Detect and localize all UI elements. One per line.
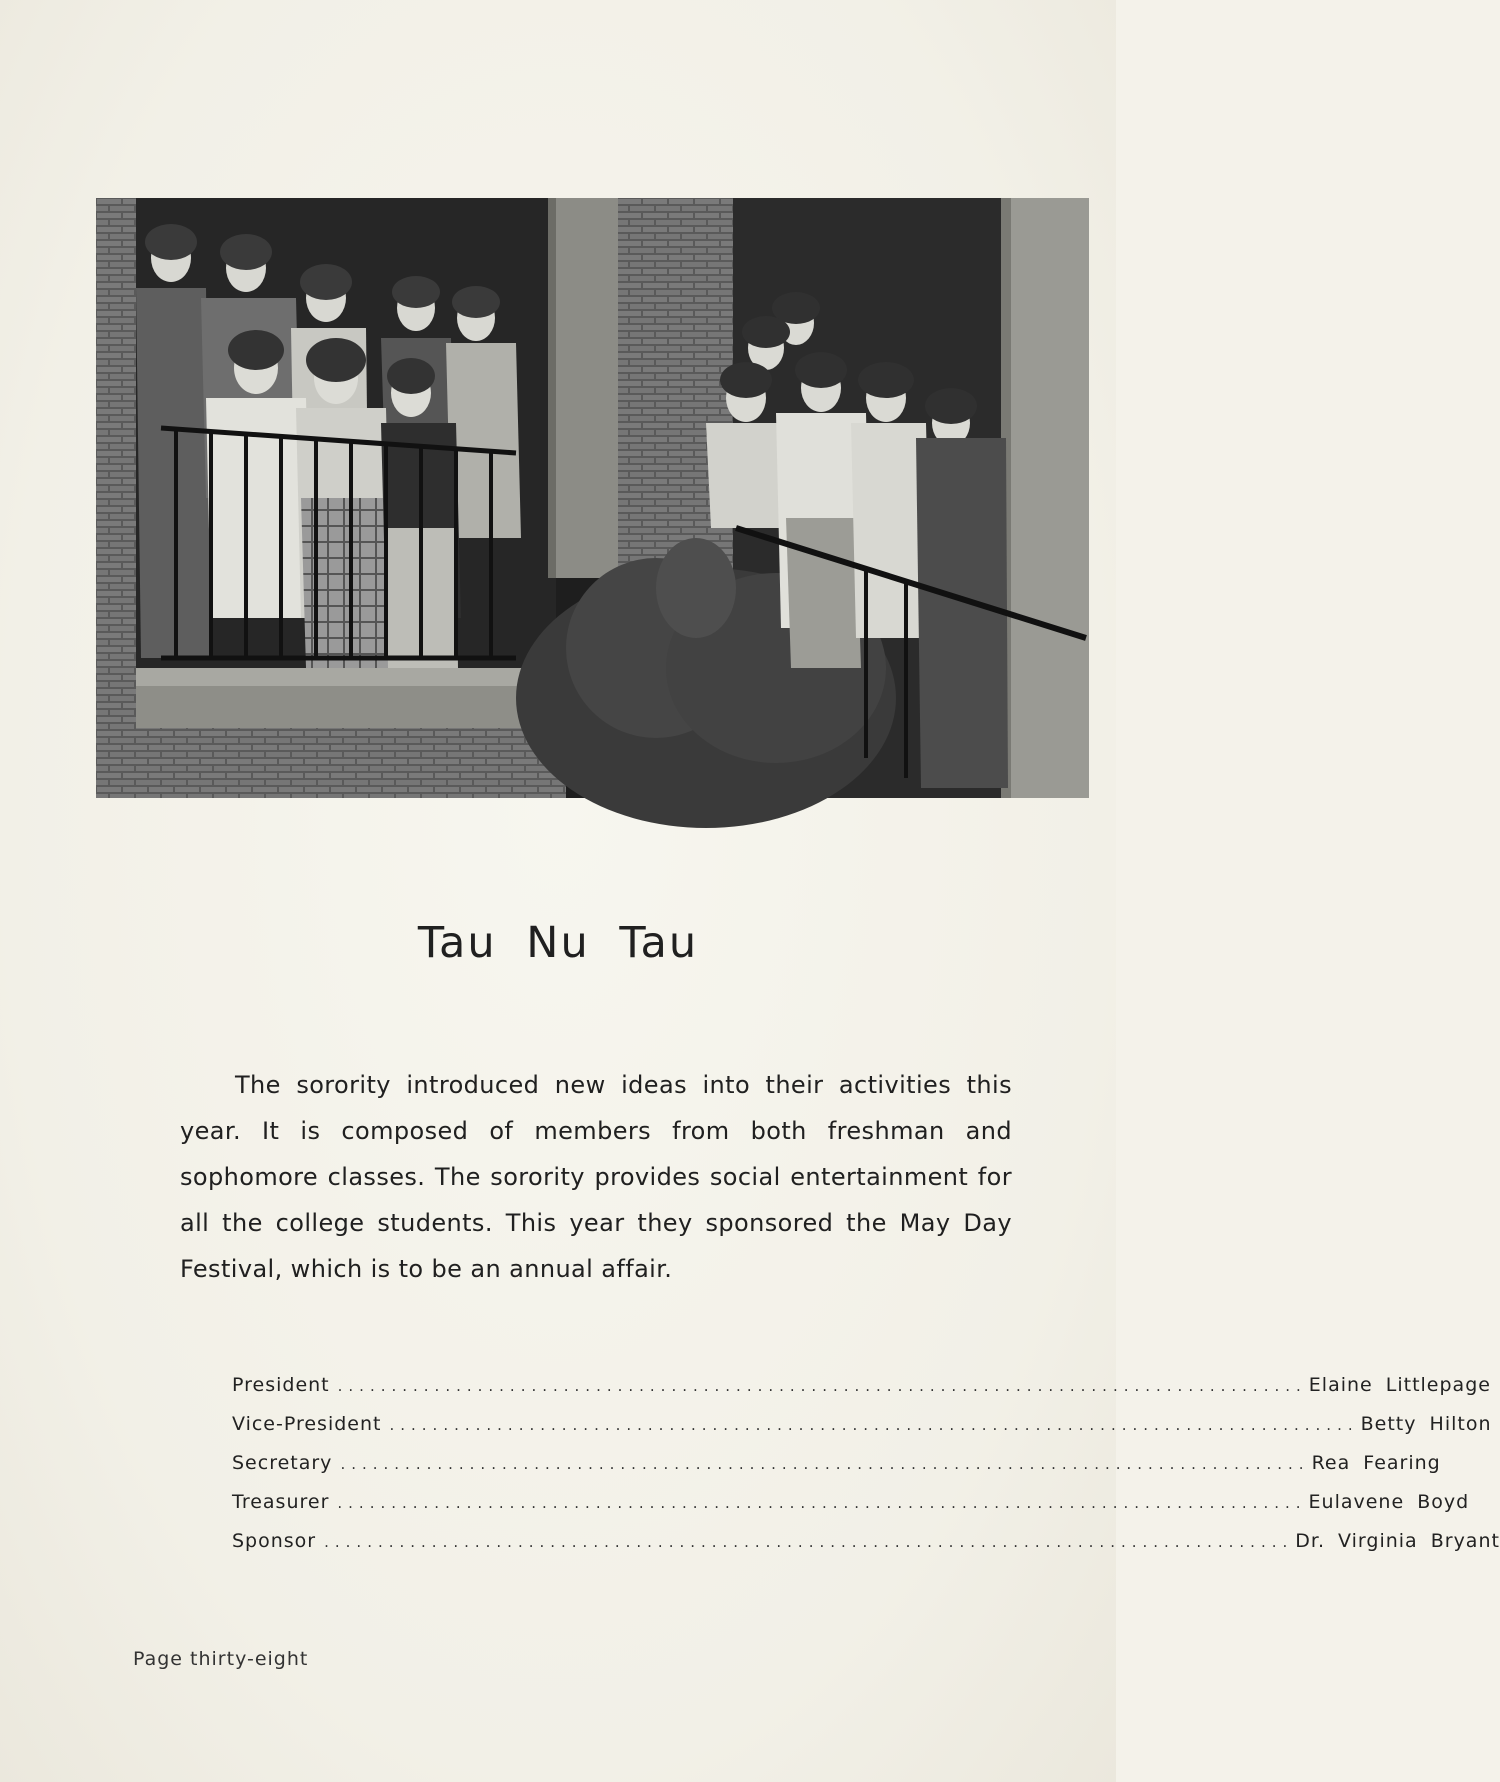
officer-row-sponsor <box>232 1530 1500 1569</box>
page-title: Tau Nu Tau <box>417 918 699 968</box>
officer-role: Treasurer <box>232 1491 330 1513</box>
dot-leader: .......................................................................................... <box>389 1416 1359 1434</box>
officer-role: Vice-President <box>232 1413 382 1435</box>
officer-name: Dr. Virginia Bryant <box>1295 1530 1500 1552</box>
dot-leader: .......................................................................................... <box>337 1494 1307 1512</box>
officer-role: Secretary <box>232 1452 333 1474</box>
dot-leader: .......................................................................................... <box>337 1377 1307 1395</box>
officer-name: Elaine Littlepage <box>1308 1374 1491 1396</box>
officer-list <box>232 1374 1500 1569</box>
officer-name: Eulavene Boyd <box>1308 1491 1470 1513</box>
officer-row-treasurer <box>232 1491 1470 1530</box>
officer-role: Sponsor <box>232 1530 317 1552</box>
officer-name: Betty Hilton <box>1360 1413 1492 1435</box>
officer-row-vice-president <box>232 1413 1492 1452</box>
officer-row-secretary <box>232 1452 1441 1491</box>
group-photo <box>96 198 1089 798</box>
officer-name: Rea Fearing <box>1311 1452 1441 1474</box>
description-paragraph: The sorority introduced new ideas into their activities this year. It is composed of members from both freshman and sophomore classes. The sorority provides social entertainment for all the college students. This year they sponsored the May Day Festival, which is to be an annual affair. <box>180 1071 1012 1283</box>
officer-role: President <box>232 1374 330 1396</box>
group-photo-icon <box>96 198 1089 798</box>
page-number: Page thirty-eight <box>133 1648 309 1670</box>
dot-leader: .......................................................................................... <box>324 1533 1294 1551</box>
officer-row-president <box>232 1374 1491 1413</box>
dot-leader: .......................................................................................... <box>340 1455 1310 1473</box>
